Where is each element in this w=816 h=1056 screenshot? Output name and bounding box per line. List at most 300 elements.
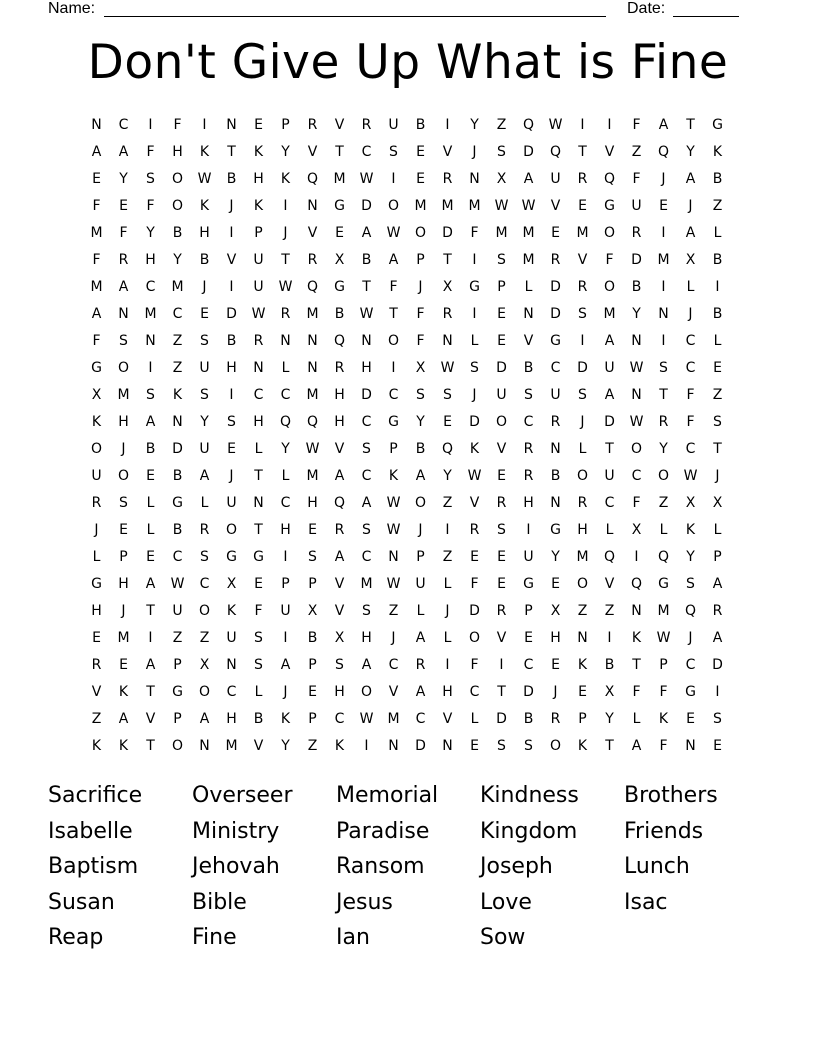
grid-cell[interactable]: H [226, 359, 237, 376]
grid-cell[interactable]: V [91, 683, 102, 700]
grid-cell[interactable]: X [91, 386, 102, 403]
grid-cell[interactable]: N [631, 602, 642, 619]
grid-cell[interactable]: I [715, 278, 720, 295]
grid-cell[interactable]: K [91, 413, 102, 430]
grid-cell[interactable]: S [470, 359, 479, 376]
grid-cell[interactable]: B [172, 467, 183, 484]
grid-cell[interactable]: K [712, 143, 723, 160]
grid-cell[interactable]: A [361, 224, 372, 241]
grid-cell[interactable]: H [118, 575, 129, 592]
grid-cell[interactable]: Y [605, 710, 614, 727]
grid-cell[interactable]: S [497, 251, 506, 268]
grid-cell[interactable]: B [415, 440, 426, 457]
grid-cell[interactable]: G [550, 332, 561, 349]
grid-cell[interactable]: P [416, 251, 425, 268]
grid-cell[interactable]: V [496, 629, 507, 646]
grid-cell[interactable]: E [659, 197, 668, 214]
grid-cell[interactable]: V [469, 494, 480, 511]
grid-cell[interactable]: J [121, 602, 126, 619]
grid-cell[interactable]: N [280, 332, 291, 349]
grid-cell[interactable]: K [172, 386, 183, 403]
grid-cell[interactable]: L [443, 575, 452, 592]
grid-cell[interactable]: S [416, 386, 425, 403]
grid-cell[interactable]: K [91, 737, 102, 754]
grid-cell[interactable]: L [443, 629, 452, 646]
grid-cell[interactable]: M [144, 305, 157, 322]
grid-cell[interactable]: Z [496, 116, 507, 133]
grid-cell[interactable]: E [497, 332, 506, 349]
grid-cell[interactable]: N [172, 413, 183, 430]
grid-cell[interactable]: C [334, 710, 345, 727]
grid-cell[interactable]: C [469, 683, 480, 700]
grid-cell[interactable]: I [283, 548, 288, 565]
grid-cell[interactable]: L [200, 494, 209, 511]
grid-cell[interactable]: P [173, 710, 182, 727]
grid-cell[interactable]: P [578, 710, 587, 727]
grid-cell[interactable]: X [550, 602, 561, 619]
grid-cell[interactable]: J [121, 440, 126, 457]
grid-cell[interactable]: S [578, 305, 587, 322]
grid-cell[interactable]: X [496, 170, 507, 187]
grid-cell[interactable]: K [199, 143, 210, 160]
grid-cell[interactable]: L [713, 521, 722, 538]
grid-cell[interactable]: U [604, 467, 615, 484]
grid-cell[interactable]: V [307, 224, 318, 241]
grid-cell[interactable]: D [496, 359, 507, 376]
grid-cell[interactable]: S [362, 521, 371, 538]
grid-cell[interactable]: M [576, 548, 589, 565]
grid-cell[interactable]: M [117, 629, 130, 646]
grid-cell[interactable]: T [146, 683, 155, 700]
grid-cell[interactable]: I [148, 116, 153, 133]
grid-cell[interactable]: Y [416, 413, 425, 430]
grid-cell[interactable]: R [658, 413, 669, 430]
grid-cell[interactable]: R [442, 305, 453, 322]
grid-cell[interactable]: E [497, 575, 506, 592]
grid-cell[interactable]: Z [577, 602, 588, 619]
grid-cell[interactable]: S [308, 548, 317, 565]
grid-cell[interactable]: K [577, 737, 588, 754]
grid-cell[interactable]: H [172, 143, 183, 160]
grid-cell[interactable]: U [388, 116, 399, 133]
grid-cell[interactable]: J [283, 683, 288, 700]
grid-cell[interactable]: O [414, 224, 427, 241]
grid-cell[interactable]: L [470, 332, 479, 349]
grid-cell[interactable]: G [388, 413, 399, 430]
grid-cell[interactable]: G [91, 359, 102, 376]
grid-cell[interactable]: C [523, 413, 534, 430]
grid-cell[interactable]: N [145, 332, 156, 349]
grid-cell[interactable]: U [253, 278, 264, 295]
grid-cell[interactable]: I [391, 170, 396, 187]
grid-cell[interactable]: T [335, 143, 344, 160]
grid-cell[interactable]: Z [91, 710, 102, 727]
grid-cell[interactable]: X [199, 656, 210, 673]
grid-cell[interactable]: L [632, 710, 641, 727]
grid-cell[interactable]: E [119, 521, 128, 538]
grid-cell[interactable]: Z [172, 359, 183, 376]
grid-cell[interactable]: I [283, 629, 288, 646]
grid-cell[interactable]: C [118, 116, 129, 133]
grid-cell[interactable]: J [661, 170, 666, 187]
grid-cell[interactable]: P [119, 548, 128, 565]
grid-cell[interactable]: B [712, 305, 723, 322]
grid-cell[interactable]: W [197, 170, 212, 187]
grid-cell[interactable]: Z [442, 548, 453, 565]
grid-cell[interactable]: R [280, 305, 291, 322]
grid-cell[interactable]: U [172, 602, 183, 619]
grid-cell[interactable]: V [307, 143, 318, 160]
grid-cell[interactable]: R [334, 359, 345, 376]
date-blank-line[interactable] [673, 16, 739, 17]
grid-cell[interactable]: W [521, 197, 536, 214]
grid-cell[interactable]: B [604, 656, 615, 673]
grid-cell[interactable]: W [386, 224, 401, 241]
grid-cell[interactable]: I [634, 548, 639, 565]
grid-cell[interactable]: N [199, 737, 210, 754]
grid-cell[interactable]: E [470, 737, 479, 754]
grid-cell[interactable]: S [497, 521, 506, 538]
grid-cell[interactable]: E [551, 575, 560, 592]
grid-cell[interactable]: J [418, 521, 423, 538]
grid-cell[interactable]: W [629, 359, 644, 376]
grid-cell[interactable]: H [118, 413, 129, 430]
grid-cell[interactable]: F [416, 305, 425, 322]
grid-cell[interactable]: R [577, 494, 588, 511]
grid-cell[interactable]: P [281, 575, 290, 592]
grid-cell[interactable]: X [685, 494, 696, 511]
grid-cell[interactable]: A [523, 170, 534, 187]
grid-cell[interactable]: M [90, 278, 103, 295]
grid-cell[interactable]: L [281, 467, 290, 484]
grid-cell[interactable]: E [713, 737, 722, 754]
grid-cell[interactable]: E [497, 548, 506, 565]
grid-cell[interactable]: G [658, 575, 669, 592]
grid-cell[interactable]: X [307, 602, 318, 619]
grid-cell[interactable]: B [631, 278, 642, 295]
grid-cell[interactable]: G [550, 521, 561, 538]
grid-cell[interactable]: I [661, 332, 666, 349]
grid-cell[interactable]: L [146, 521, 155, 538]
grid-cell[interactable]: D [361, 386, 372, 403]
grid-cell[interactable]: S [686, 575, 695, 592]
grid-cell[interactable]: O [198, 602, 211, 619]
grid-cell[interactable]: A [388, 251, 399, 268]
grid-cell[interactable]: O [225, 521, 238, 538]
grid-cell[interactable]: Z [172, 629, 183, 646]
grid-cell[interactable]: V [442, 143, 453, 160]
grid-cell[interactable]: Y [686, 548, 695, 565]
grid-cell[interactable]: I [607, 629, 612, 646]
grid-cell[interactable]: C [415, 710, 426, 727]
grid-cell[interactable]: T [578, 143, 587, 160]
grid-cell[interactable]: Z [712, 197, 723, 214]
grid-cell[interactable]: U [550, 386, 561, 403]
grid-cell[interactable]: W [494, 197, 509, 214]
grid-cell[interactable]: W [548, 116, 563, 133]
grid-cell[interactable]: N [361, 332, 372, 349]
grid-cell[interactable]: J [229, 197, 234, 214]
grid-cell[interactable]: L [659, 521, 668, 538]
grid-cell[interactable]: Y [659, 440, 668, 457]
grid-cell[interactable]: A [334, 548, 345, 565]
grid-cell[interactable]: H [334, 413, 345, 430]
grid-cell[interactable]: I [661, 278, 666, 295]
grid-cell[interactable]: G [469, 278, 480, 295]
grid-cell[interactable]: D [496, 710, 507, 727]
grid-cell[interactable]: Y [470, 116, 479, 133]
grid-cell[interactable]: M [117, 386, 130, 403]
grid-cell[interactable]: T [605, 440, 614, 457]
grid-cell[interactable]: W [278, 278, 293, 295]
grid-cell[interactable]: A [118, 278, 129, 295]
grid-cell[interactable]: F [92, 332, 101, 349]
name-blank-line[interactable] [104, 16, 606, 17]
grid-cell[interactable]: E [146, 467, 155, 484]
grid-cell[interactable]: D [172, 440, 183, 457]
grid-cell[interactable]: T [254, 521, 263, 538]
grid-cell[interactable]: N [91, 116, 102, 133]
grid-cell[interactable]: D [604, 413, 615, 430]
grid-cell[interactable]: C [523, 656, 534, 673]
grid-cell[interactable]: H [361, 629, 372, 646]
grid-cell[interactable]: C [253, 386, 264, 403]
grid-cell[interactable]: S [200, 386, 209, 403]
grid-cell[interactable]: S [659, 359, 668, 376]
grid-cell[interactable]: E [443, 413, 452, 430]
grid-cell[interactable]: H [334, 683, 345, 700]
grid-cell[interactable]: T [443, 251, 452, 268]
grid-cell[interactable]: E [308, 683, 317, 700]
grid-cell[interactable]: Z [199, 629, 210, 646]
grid-cell[interactable]: N [388, 548, 399, 565]
grid-cell[interactable]: A [415, 629, 426, 646]
grid-cell[interactable]: S [497, 143, 506, 160]
grid-cell[interactable]: E [92, 629, 101, 646]
grid-cell[interactable]: L [281, 359, 290, 376]
grid-cell[interactable]: Y [632, 305, 641, 322]
grid-cell[interactable]: L [416, 602, 425, 619]
grid-cell[interactable]: N [307, 197, 318, 214]
grid-cell[interactable]: R [91, 494, 102, 511]
grid-cell[interactable]: O [117, 467, 130, 484]
grid-cell[interactable]: W [386, 521, 401, 538]
grid-cell[interactable]: G [604, 197, 615, 214]
grid-cell[interactable]: B [226, 332, 237, 349]
grid-cell[interactable]: R [496, 602, 507, 619]
grid-cell[interactable]: O [657, 467, 670, 484]
grid-cell[interactable]: S [443, 386, 452, 403]
grid-cell[interactable]: U [280, 602, 291, 619]
grid-cell[interactable]: S [713, 413, 722, 430]
grid-cell[interactable]: T [659, 386, 668, 403]
grid-cell[interactable]: N [307, 359, 318, 376]
grid-cell[interactable]: E [497, 467, 506, 484]
grid-cell[interactable]: F [119, 224, 128, 241]
grid-cell[interactable]: E [470, 548, 479, 565]
grid-cell[interactable]: W [629, 413, 644, 430]
grid-cell[interactable]: V [145, 710, 156, 727]
grid-cell[interactable]: L [524, 278, 533, 295]
grid-cell[interactable]: O [360, 683, 373, 700]
grid-cell[interactable]: V [604, 575, 615, 592]
grid-cell[interactable]: B [361, 251, 372, 268]
grid-cell[interactable]: S [578, 386, 587, 403]
grid-cell[interactable]: T [605, 737, 614, 754]
grid-cell[interactable]: B [523, 710, 534, 727]
grid-cell[interactable]: Q [657, 548, 670, 565]
grid-cell[interactable]: F [92, 251, 101, 268]
grid-cell[interactable]: J [445, 602, 450, 619]
grid-cell[interactable]: S [524, 386, 533, 403]
grid-cell[interactable]: S [713, 710, 722, 727]
grid-cell[interactable]: O [387, 332, 400, 349]
grid-cell[interactable]: E [335, 224, 344, 241]
grid-cell[interactable]: R [550, 251, 561, 268]
grid-cell[interactable]: A [604, 386, 615, 403]
grid-cell[interactable]: R [442, 170, 453, 187]
grid-cell[interactable]: U [226, 494, 237, 511]
grid-cell[interactable]: H [442, 683, 453, 700]
grid-cell[interactable]: Q [306, 413, 319, 430]
grid-cell[interactable]: A [685, 170, 696, 187]
grid-cell[interactable]: E [416, 170, 425, 187]
grid-cell[interactable]: E [416, 143, 425, 160]
grid-cell[interactable]: C [388, 656, 399, 673]
grid-cell[interactable]: S [362, 440, 371, 457]
grid-cell[interactable]: R [199, 521, 210, 538]
grid-cell[interactable]: F [659, 737, 668, 754]
grid-cell[interactable]: E [119, 197, 128, 214]
grid-cell[interactable]: K [280, 710, 291, 727]
grid-cell[interactable]: L [146, 494, 155, 511]
grid-cell[interactable]: P [308, 575, 317, 592]
grid-cell[interactable]: V [226, 251, 237, 268]
grid-cell[interactable]: K [631, 629, 642, 646]
grid-cell[interactable]: C [172, 548, 183, 565]
grid-cell[interactable]: A [334, 467, 345, 484]
grid-cell[interactable]: G [334, 278, 345, 295]
grid-cell[interactable]: A [145, 413, 156, 430]
grid-cell[interactable]: C [550, 359, 561, 376]
grid-cell[interactable]: R [550, 413, 561, 430]
grid-cell[interactable]: N [442, 332, 453, 349]
grid-cell[interactable]: U [199, 440, 210, 457]
grid-cell[interactable]: J [688, 197, 693, 214]
grid-cell[interactable]: O [468, 629, 481, 646]
grid-cell[interactable]: G [523, 575, 534, 592]
grid-cell[interactable]: W [440, 359, 455, 376]
grid-cell[interactable]: C [280, 494, 291, 511]
grid-cell[interactable]: K [118, 683, 129, 700]
grid-cell[interactable]: B [172, 224, 183, 241]
grid-cell[interactable]: K [280, 170, 291, 187]
grid-cell[interactable]: I [580, 116, 585, 133]
grid-cell[interactable]: A [118, 143, 129, 160]
grid-cell[interactable]: M [306, 305, 319, 322]
grid-cell[interactable]: O [198, 683, 211, 700]
grid-cell[interactable]: D [469, 602, 480, 619]
grid-cell[interactable]: A [91, 305, 102, 322]
grid-cell[interactable]: E [578, 197, 587, 214]
grid-cell[interactable]: F [659, 683, 668, 700]
grid-cell[interactable]: I [445, 116, 450, 133]
grid-cell[interactable]: C [199, 575, 210, 592]
grid-cell[interactable]: R [91, 656, 102, 673]
grid-cell[interactable]: L [713, 332, 722, 349]
grid-cell[interactable]: O [117, 359, 130, 376]
grid-cell[interactable]: Q [657, 143, 670, 160]
grid-cell[interactable]: N [631, 386, 642, 403]
grid-cell[interactable]: Q [603, 170, 616, 187]
grid-cell[interactable]: V [253, 737, 264, 754]
grid-cell[interactable]: G [91, 575, 102, 592]
grid-cell[interactable]: D [361, 197, 372, 214]
grid-cell[interactable]: D [631, 251, 642, 268]
grid-cell[interactable]: S [389, 143, 398, 160]
grid-cell[interactable]: A [631, 737, 642, 754]
grid-cell[interactable]: C [685, 656, 696, 673]
grid-cell[interactable]: R [361, 116, 372, 133]
grid-cell[interactable]: S [497, 737, 506, 754]
grid-cell[interactable]: T [146, 602, 155, 619]
grid-cell[interactable]: Y [173, 251, 182, 268]
grid-cell[interactable]: E [497, 305, 506, 322]
grid-cell[interactable]: V [334, 440, 345, 457]
grid-cell[interactable]: M [225, 737, 238, 754]
grid-cell[interactable]: W [683, 467, 698, 484]
grid-cell[interactable]: F [632, 116, 641, 133]
grid-cell[interactable]: H [280, 521, 291, 538]
grid-cell[interactable]: N [118, 305, 129, 322]
grid-cell[interactable]: B [307, 629, 318, 646]
grid-cell[interactable]: M [306, 467, 319, 484]
grid-cell[interactable]: X [415, 359, 426, 376]
grid-cell[interactable]: G [172, 683, 183, 700]
grid-cell[interactable]: E [254, 116, 263, 133]
grid-cell[interactable]: K [334, 737, 345, 754]
grid-cell[interactable]: I [229, 224, 234, 241]
grid-cell[interactable]: M [603, 305, 616, 322]
grid-cell[interactable]: E [146, 548, 155, 565]
grid-cell[interactable]: N [226, 656, 237, 673]
grid-cell[interactable]: Z [658, 494, 669, 511]
grid-cell[interactable]: O [630, 440, 643, 457]
grid-cell[interactable]: K [118, 737, 129, 754]
grid-cell[interactable]: V [550, 197, 561, 214]
grid-cell[interactable]: I [229, 278, 234, 295]
grid-cell[interactable]: Q [306, 278, 319, 295]
grid-cell[interactable]: X [334, 629, 345, 646]
grid-cell[interactable]: S [200, 548, 209, 565]
grid-cell[interactable]: N [631, 332, 642, 349]
grid-cell[interactable]: F [632, 494, 641, 511]
grid-cell[interactable]: C [361, 143, 372, 160]
grid-cell[interactable]: D [442, 224, 453, 241]
grid-cell[interactable]: A [145, 656, 156, 673]
grid-cell[interactable]: Q [333, 494, 346, 511]
grid-cell[interactable]: P [281, 116, 290, 133]
grid-cell[interactable]: J [229, 467, 234, 484]
grid-cell[interactable]: M [360, 575, 373, 592]
grid-cell[interactable]: C [604, 494, 615, 511]
grid-cell[interactable]: E [308, 521, 317, 538]
grid-cell[interactable]: I [148, 359, 153, 376]
grid-cell[interactable]: I [229, 386, 234, 403]
grid-cell[interactable]: F [686, 386, 695, 403]
grid-cell[interactable]: R [577, 278, 588, 295]
grid-cell[interactable]: C [361, 467, 372, 484]
